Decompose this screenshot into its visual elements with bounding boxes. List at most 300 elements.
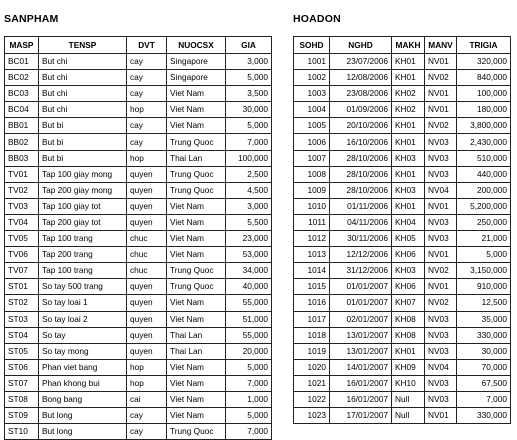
hoadon-cell-makh: KH03	[392, 263, 425, 279]
hoadon-cell-sohd: 1014	[294, 263, 330, 279]
sanpham-cell-dvt: cay	[127, 408, 167, 424]
sanpham-cell-gia: 55,000	[226, 327, 272, 343]
hoadon-cell-makh: KH03	[392, 182, 425, 198]
hoadon-cell-sohd: 1006	[294, 134, 330, 150]
sanpham-body	[5, 54, 272, 440]
sanpham-cell-masp: TV03	[5, 198, 39, 214]
sanpham-cell-gia: 7,000	[226, 375, 272, 391]
hoadon-cell-manv: NV03	[425, 391, 457, 407]
hoadon-cell-trigia: 67,500	[457, 375, 511, 391]
sanpham-cell-masp: TV04	[5, 214, 39, 230]
sanpham-cell-masp: ST08	[5, 391, 39, 407]
table-row	[294, 375, 511, 391]
table-row	[294, 311, 511, 327]
sanpham-cell-gia: 51,000	[226, 311, 272, 327]
sanpham-cell-dvt: quyen	[127, 311, 167, 327]
hoadon-cell-trigia: 840,000	[457, 70, 511, 86]
table-row	[294, 391, 511, 407]
hoadon-cell-trigia: 180,000	[457, 102, 511, 118]
hoadon-cell-sohd: 1009	[294, 182, 330, 198]
hoadon-cell-makh: KH01	[392, 118, 425, 134]
hoadon-cell-trigia: 910,000	[457, 279, 511, 295]
sanpham-cell-gia: 3,000	[226, 198, 272, 214]
sanpham-cell-gia: 7,000	[226, 134, 272, 150]
hoadon-cell-trigia: 30,000	[457, 343, 511, 359]
hoadon-body	[294, 54, 511, 424]
table-row	[294, 198, 511, 214]
table-row	[5, 182, 272, 198]
hoadon-cell-makh: Null	[392, 408, 425, 424]
hoadon-cell-nghd: 20/10/2006	[330, 118, 392, 134]
hoadon-cell-makh: Null	[392, 391, 425, 407]
hoadon-cell-sohd: 1004	[294, 102, 330, 118]
sanpham-cell-nuocsx: Viet Nam	[167, 118, 226, 134]
sanpham-cell-dvt: chuc	[127, 231, 167, 247]
sanpham-cell-masp: ST09	[5, 408, 39, 424]
sanpham-cell-dvt: hop	[127, 359, 167, 375]
sanpham-cell-masp: ST06	[5, 359, 39, 375]
table-row	[5, 327, 272, 343]
hoadon-cell-nghd: 02/01/2007	[330, 311, 392, 327]
table-row	[294, 54, 511, 70]
sanpham-cell-nuocsx: Viet Nam	[167, 391, 226, 407]
sanpham-cell-tensp: But bi	[39, 118, 127, 134]
table-row	[294, 86, 511, 102]
hoadon-cell-manv: NV01	[425, 86, 457, 102]
sanpham-cell-masp: ST01	[5, 279, 39, 295]
sanpham-cell-masp: ST05	[5, 343, 39, 359]
hoadon-cell-sohd: 1023	[294, 408, 330, 424]
hoadon-cell-manv: NV01	[425, 279, 457, 295]
hoadon-cell-trigia: 200,000	[457, 182, 511, 198]
sanpham-cell-dvt: hop	[127, 102, 167, 118]
table-row	[5, 408, 272, 424]
sanpham-cell-nuocsx: Viet Nam	[167, 311, 226, 327]
sanpham-cell-dvt: quyen	[127, 198, 167, 214]
sanpham-cell-nuocsx: Viet Nam	[167, 247, 226, 263]
hoadon-header-manv: MANV	[425, 37, 457, 54]
hoadon-table	[293, 36, 511, 424]
sanpham-cell-tensp: So tay loai 2	[39, 311, 127, 327]
hoadon-cell-manv: NV01	[425, 54, 457, 70]
hoadon-cell-makh: KH01	[392, 198, 425, 214]
hoadon-cell-nghd: 01/11/2006	[330, 198, 392, 214]
sanpham-cell-nuocsx: Viet Nam	[167, 198, 226, 214]
sanpham-cell-gia: 7,000	[226, 424, 272, 440]
sanpham-cell-tensp: So tay mong	[39, 343, 127, 359]
sanpham-cell-gia: 2,500	[226, 166, 272, 182]
hoadon-cell-manv: NV01	[425, 198, 457, 214]
hoadon-cell-makh: KH06	[392, 279, 425, 295]
sanpham-cell-nuocsx: Singapore	[167, 54, 226, 70]
hoadon-cell-manv: NV02	[425, 70, 457, 86]
sanpham-cell-tensp: Tap 200 giay mong	[39, 182, 127, 198]
sanpham-cell-tensp: Tap 200 giay tot	[39, 214, 127, 230]
sanpham-table	[4, 36, 272, 440]
hoadon-cell-nghd: 01/01/2007	[330, 295, 392, 311]
sanpham-cell-dvt: hop	[127, 150, 167, 166]
sanpham-cell-tensp: But chi	[39, 102, 127, 118]
hoadon-cell-sohd: 1011	[294, 214, 330, 230]
hoadon-cell-manv: NV03	[425, 327, 457, 343]
sanpham-cell-nuocsx: Viet Nam	[167, 102, 226, 118]
sanpham-cell-dvt: hop	[127, 375, 167, 391]
hoadon-cell-makh: KH08	[392, 327, 425, 343]
sanpham-cell-dvt: cay	[127, 70, 167, 86]
hoadon-cell-sohd: 1002	[294, 70, 330, 86]
sanpham-cell-gia: 34,000	[226, 263, 272, 279]
hoadon-cell-trigia: 320,000	[457, 54, 511, 70]
sanpham-cell-dvt: quyen	[127, 279, 167, 295]
hoadon-cell-nghd: 13/01/2007	[330, 343, 392, 359]
table-row	[5, 375, 272, 391]
hoadon-cell-makh: KH07	[392, 295, 425, 311]
sanpham-header-dvt: DVT	[127, 37, 167, 54]
table-row	[294, 70, 511, 86]
hoadon-cell-trigia: 70,000	[457, 359, 511, 375]
sanpham-cell-nuocsx: Thai Lan	[167, 150, 226, 166]
hoadon-cell-makh: KH09	[392, 359, 425, 375]
hoadon-cell-sohd: 1013	[294, 247, 330, 263]
hoadon-cell-manv: NV03	[425, 150, 457, 166]
sanpham-cell-tensp: Tap 100 giay tot	[39, 198, 127, 214]
sanpham-cell-gia: 53,000	[226, 247, 272, 263]
hoadon-cell-nghd: 28/10/2006	[330, 150, 392, 166]
table-row	[5, 263, 272, 279]
table-row	[294, 247, 511, 263]
table-row	[5, 54, 272, 70]
hoadon-cell-makh: KH08	[392, 311, 425, 327]
sanpham-cell-gia: 3,000	[226, 54, 272, 70]
sanpham-cell-gia: 5,000	[226, 408, 272, 424]
hoadon-cell-sohd: 1007	[294, 150, 330, 166]
sanpham-cell-masp: BC01	[5, 54, 39, 70]
sanpham-cell-masp: BB01	[5, 118, 39, 134]
sanpham-cell-tensp: So tay 500 trang	[39, 279, 127, 295]
hoadon-cell-sohd: 1008	[294, 166, 330, 182]
sanpham-cell-dvt: quyen	[127, 343, 167, 359]
table-row	[294, 359, 511, 375]
hoadon-cell-nghd: 28/10/2006	[330, 182, 392, 198]
hoadon-cell-nghd: 16/01/2007	[330, 391, 392, 407]
hoadon-cell-nghd: 01/09/2006	[330, 102, 392, 118]
sanpham-cell-dvt: cay	[127, 118, 167, 134]
table-row	[294, 102, 511, 118]
sanpham-cell-nuocsx: Singapore	[167, 70, 226, 86]
sanpham-cell-nuocsx: Viet Nam	[167, 359, 226, 375]
hoadon-cell-trigia: 2,430,000	[457, 134, 511, 150]
sanpham-cell-dvt: chuc	[127, 247, 167, 263]
sanpham-cell-dvt: quyen	[127, 182, 167, 198]
sanpham-cell-masp: TV02	[5, 182, 39, 198]
sanpham-cell-gia: 100,000	[226, 150, 272, 166]
sanpham-cell-tensp: Phan viet bang	[39, 359, 127, 375]
hoadon-cell-manv: NV03	[425, 375, 457, 391]
hoadon-cell-trigia: 440,000	[457, 166, 511, 182]
table-row	[5, 231, 272, 247]
hoadon-cell-nghd: 17/01/2007	[330, 408, 392, 424]
table-row	[294, 231, 511, 247]
table-row	[5, 311, 272, 327]
table-row	[294, 134, 511, 150]
hoadon-cell-sohd: 1019	[294, 343, 330, 359]
hoadon-cell-makh: KH02	[392, 102, 425, 118]
hoadon-cell-makh: KH01	[392, 166, 425, 182]
sanpham-header-nuocsx: NUOCSX	[167, 37, 226, 54]
hoadon-cell-nghd: 12/12/2006	[330, 247, 392, 263]
table-row	[5, 214, 272, 230]
hoadon-cell-sohd: 1012	[294, 231, 330, 247]
table-row	[5, 150, 272, 166]
hoadon-cell-trigia: 3,800,000	[457, 118, 511, 134]
hoadon-cell-nghd: 01/01/2007	[330, 279, 392, 295]
hoadon-cell-manv: NV02	[425, 263, 457, 279]
hoadon-cell-trigia: 330,000	[457, 408, 511, 424]
sanpham-cell-masp: BB02	[5, 134, 39, 150]
table-row	[294, 150, 511, 166]
hoadon-cell-makh: KH01	[392, 134, 425, 150]
sanpham-cell-gia: 1,000	[226, 391, 272, 407]
sanpham-cell-dvt: cay	[127, 424, 167, 440]
sanpham-cell-masp: ST04	[5, 327, 39, 343]
table-row	[5, 198, 272, 214]
sanpham-cell-masp: TV01	[5, 166, 39, 182]
table-row	[5, 343, 272, 359]
hoadon-cell-nghd: 14/01/2007	[330, 359, 392, 375]
hoadon-cell-sohd: 1003	[294, 86, 330, 102]
hoadon-cell-nghd: 31/12/2006	[330, 263, 392, 279]
sanpham-cell-masp: BC02	[5, 70, 39, 86]
sanpham-cell-gia: 5,000	[226, 118, 272, 134]
hoadon-cell-trigia: 35,000	[457, 311, 511, 327]
table-row	[5, 86, 272, 102]
hoadon-cell-manv: NV03	[425, 134, 457, 150]
sanpham-cell-nuocsx: Viet Nam	[167, 231, 226, 247]
sanpham-cell-gia: 4,500	[226, 182, 272, 198]
sanpham-title: SANPHAM	[4, 13, 59, 25]
sanpham-cell-gia: 5,000	[226, 70, 272, 86]
sanpham-cell-gia: 5,500	[226, 214, 272, 230]
table-row	[5, 295, 272, 311]
sanpham-cell-tensp: Bong bang	[39, 391, 127, 407]
hoadon-cell-makh: KH10	[392, 375, 425, 391]
sanpham-cell-nuocsx: Trung Quoc	[167, 279, 226, 295]
sanpham-cell-nuocsx: Viet Nam	[167, 214, 226, 230]
sanpham-cell-masp: ST02	[5, 295, 39, 311]
table-row	[5, 391, 272, 407]
table-row	[294, 182, 511, 198]
sanpham-cell-dvt: cay	[127, 54, 167, 70]
sanpham-cell-nuocsx: Trung Quoc	[167, 263, 226, 279]
sanpham-cell-nuocsx: Viet Nam	[167, 86, 226, 102]
hoadon-cell-sohd: 1018	[294, 327, 330, 343]
sanpham-cell-tensp: So tay	[39, 327, 127, 343]
hoadon-cell-manv: NV03	[425, 231, 457, 247]
hoadon-cell-trigia: 250,000	[457, 214, 511, 230]
hoadon-cell-makh: KH06	[392, 247, 425, 263]
sanpham-header-tensp: TENSP	[39, 37, 127, 54]
table-row	[5, 118, 272, 134]
sanpham-cell-nuocsx: Trung Quoc	[167, 182, 226, 198]
sanpham-cell-masp: BC03	[5, 86, 39, 102]
sanpham-cell-tensp: But bi	[39, 150, 127, 166]
hoadon-cell-manv: NV03	[425, 166, 457, 182]
hoadon-cell-trigia: 100,000	[457, 86, 511, 102]
hoadon-cell-trigia: 510,000	[457, 150, 511, 166]
sanpham-cell-gia: 5,000	[226, 359, 272, 375]
hoadon-cell-manv: NV04	[425, 182, 457, 198]
hoadon-cell-manv: NV04	[425, 359, 457, 375]
table-row	[294, 327, 511, 343]
hoadon-cell-nghd: 23/07/2006	[330, 54, 392, 70]
sanpham-cell-tensp: Tap 100 giay mong	[39, 166, 127, 182]
sanpham-cell-gia: 55,000	[226, 295, 272, 311]
hoadon-cell-makh: KH01	[392, 343, 425, 359]
hoadon-cell-makh: KH05	[392, 231, 425, 247]
hoadon-cell-manv: NV03	[425, 343, 457, 359]
sanpham-cell-dvt: quyen	[127, 214, 167, 230]
hoadon-cell-manv: NV02	[425, 295, 457, 311]
sanpham-cell-masp: TV06	[5, 247, 39, 263]
hoadon-cell-trigia: 7,000	[457, 391, 511, 407]
sanpham-cell-nuocsx: Trung Quoc	[167, 166, 226, 182]
sanpham-cell-dvt: quyen	[127, 327, 167, 343]
hoadon-cell-makh: KH01	[392, 70, 425, 86]
sanpham-cell-tensp: But chi	[39, 54, 127, 70]
sanpham-cell-tensp: But chi	[39, 70, 127, 86]
hoadon-header-row	[294, 37, 511, 54]
sanpham-cell-nuocsx: Viet Nam	[167, 375, 226, 391]
table-row	[294, 118, 511, 134]
hoadon-cell-trigia: 21,000	[457, 231, 511, 247]
sanpham-cell-tensp: Tap 100 trang	[39, 231, 127, 247]
sanpham-cell-masp: ST10	[5, 424, 39, 440]
hoadon-cell-trigia: 5,200,000	[457, 198, 511, 214]
sanpham-cell-masp: TV07	[5, 263, 39, 279]
sanpham-cell-nuocsx: Thai Lan	[167, 343, 226, 359]
hoadon-cell-nghd: 04/11/2006	[330, 214, 392, 230]
table-row	[294, 214, 511, 230]
table-row	[5, 359, 272, 375]
hoadon-cell-manv: NV02	[425, 118, 457, 134]
table-row	[294, 166, 511, 182]
hoadon-cell-sohd: 1022	[294, 391, 330, 407]
sanpham-cell-dvt: quyen	[127, 166, 167, 182]
sanpham-cell-masp: TV05	[5, 231, 39, 247]
hoadon-cell-sohd: 1001	[294, 54, 330, 70]
sanpham-cell-gia: 40,000	[226, 279, 272, 295]
hoadon-cell-nghd: 13/01/2007	[330, 327, 392, 343]
hoadon-cell-makh: KH04	[392, 214, 425, 230]
table-row	[294, 408, 511, 424]
table-row	[294, 279, 511, 295]
sanpham-cell-masp: ST03	[5, 311, 39, 327]
hoadon-cell-trigia: 330,000	[457, 327, 511, 343]
sanpham-cell-gia: 23,000	[226, 231, 272, 247]
table-row	[294, 343, 511, 359]
sanpham-cell-tensp: But long	[39, 424, 127, 440]
hoadon-cell-sohd: 1021	[294, 375, 330, 391]
hoadon-cell-nghd: 12/08/2006	[330, 70, 392, 86]
hoadon-cell-sohd: 1020	[294, 359, 330, 375]
hoadon-cell-manv: NV01	[425, 408, 457, 424]
table-row	[5, 70, 272, 86]
hoadon-cell-trigia: 12,500	[457, 295, 511, 311]
table-row	[294, 295, 511, 311]
hoadon-cell-nghd: 28/10/2006	[330, 166, 392, 182]
sanpham-header-row	[5, 37, 272, 54]
hoadon-cell-nghd: 16/01/2007	[330, 375, 392, 391]
table-row	[5, 102, 272, 118]
hoadon-cell-makh: KH03	[392, 150, 425, 166]
sanpham-header-gia: GIA	[226, 37, 272, 54]
hoadon-cell-sohd: 1015	[294, 279, 330, 295]
sanpham-header-masp: MASP	[5, 37, 39, 54]
hoadon-cell-sohd: 1005	[294, 118, 330, 134]
hoadon-header-makh: MAKH	[392, 37, 425, 54]
sanpham-cell-nuocsx: Viet Nam	[167, 408, 226, 424]
sanpham-cell-tensp: But chi	[39, 86, 127, 102]
hoadon-cell-manv: NV03	[425, 311, 457, 327]
table-row	[294, 263, 511, 279]
hoadon-cell-manv: NV03	[425, 214, 457, 230]
hoadon-cell-manv: NV01	[425, 247, 457, 263]
sanpham-cell-tensp: Phan khong bui	[39, 375, 127, 391]
sanpham-cell-nuocsx: Viet Nam	[167, 295, 226, 311]
hoadon-title: HOADON	[293, 13, 341, 25]
hoadon-header-nghd: NGHD	[330, 37, 392, 54]
sanpham-cell-dvt: chuc	[127, 263, 167, 279]
sanpham-cell-dvt: cay	[127, 134, 167, 150]
hoadon-cell-makh: KH02	[392, 86, 425, 102]
sanpham-cell-masp: ST07	[5, 375, 39, 391]
sanpham-cell-nuocsx: Trung Quoc	[167, 134, 226, 150]
hoadon-cell-nghd: 30/11/2006	[330, 231, 392, 247]
sanpham-cell-tensp: But long	[39, 408, 127, 424]
sanpham-cell-tensp: Tap 100 trang	[39, 263, 127, 279]
hoadon-cell-nghd: 23/08/2006	[330, 86, 392, 102]
hoadon-cell-nghd: 16/10/2006	[330, 134, 392, 150]
sanpham-cell-tensp: So tay loai 1	[39, 295, 127, 311]
table-row	[5, 424, 272, 440]
table-row	[5, 247, 272, 263]
table-row	[5, 134, 272, 150]
sanpham-cell-masp: BB03	[5, 150, 39, 166]
hoadon-cell-trigia: 5,000	[457, 247, 511, 263]
hoadon-header-trigia: TRIGIA	[457, 37, 511, 54]
sanpham-cell-dvt: quyen	[127, 295, 167, 311]
sanpham-cell-dvt: cay	[127, 86, 167, 102]
sanpham-cell-gia: 3,500	[226, 86, 272, 102]
sanpham-cell-nuocsx: Trung Quoc	[167, 424, 226, 440]
hoadon-cell-manv: NV01	[425, 102, 457, 118]
sanpham-cell-masp: BC04	[5, 102, 39, 118]
hoadon-cell-sohd: 1017	[294, 311, 330, 327]
sanpham-cell-tensp: Tap 200 trang	[39, 247, 127, 263]
hoadon-cell-sohd: 1010	[294, 198, 330, 214]
sanpham-cell-gia: 20,000	[226, 343, 272, 359]
hoadon-header-sohd: SOHD	[294, 37, 330, 54]
sanpham-cell-tensp: But bi	[39, 134, 127, 150]
table-row	[5, 166, 272, 182]
sanpham-cell-nuocsx: Thai Lan	[167, 327, 226, 343]
sanpham-cell-dvt: cai	[127, 391, 167, 407]
sanpham-cell-gia: 30,000	[226, 102, 272, 118]
hoadon-cell-trigia: 3,150,000	[457, 263, 511, 279]
table-row	[5, 279, 272, 295]
hoadon-cell-sohd: 1016	[294, 295, 330, 311]
hoadon-cell-makh: KH01	[392, 54, 425, 70]
